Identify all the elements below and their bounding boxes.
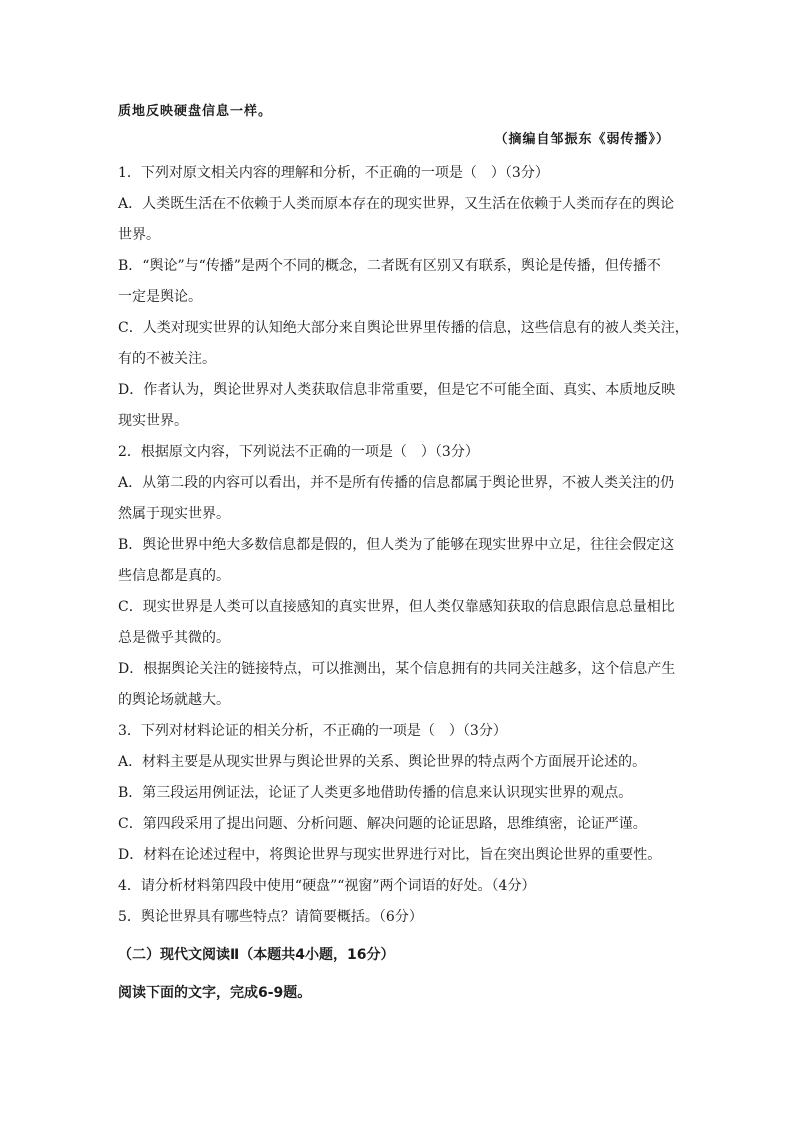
question-2-option-b: B．舆论世界中绝大多数信息都是假的，但人类为了能够在现实世界中立足，往往会假定这 xyxy=(118,537,675,553)
question-1-option-d: D．作者认为，舆论世界对人类获取信息非常重要，但是它不可能全面、真实、本质地反映 xyxy=(118,382,676,398)
question-1-option-b-cont: 一定是舆论。 xyxy=(118,289,202,305)
question-2-option-d: D．根据舆论关注的链接特点，可以推测出，某个信息拥有的共同关注越多，这个信息产生 xyxy=(118,661,676,677)
question-3-stem: 3．下列对材料论证的相关分析，不正确的一项是（ ）（3分） xyxy=(118,723,507,739)
reading-task: 阅读下面的文字，完成6-9题。 xyxy=(118,985,312,1001)
question-1-option-d-cont: 现实世界。 xyxy=(118,413,188,429)
question-2-option-c-cont: 总是微乎其微的。 xyxy=(118,630,230,646)
question-3-option-a: A．材料主要是从现实世界与舆论世界的关系、舆论世界的特点两个方面展开论述的。 xyxy=(118,754,647,770)
question-2-option-a: A．从第二段的内容可以看出，并不是所有传播的信息都属于舆论世界，不被人类关注的仍 xyxy=(118,475,675,491)
question-1-stem: 1．下列对原文相关内容的理解和分析，不正确的一项是（ ）（3分） xyxy=(118,165,549,181)
question-3-option-d: D．材料在论述过程中，将舆论世界与现实世界进行对比，旨在突出舆论世界的重要性。 xyxy=(118,847,662,863)
question-5: 5．舆论世界具有哪些特点？请简要概括。（6分） xyxy=(118,909,423,925)
question-1-option-c: C．人类对现实世界的认知绝大部分来自舆论世界里传播的信息，这些信息有的被人类关注， xyxy=(118,320,689,336)
intro-text: 质地反映硬盘信息一样。 xyxy=(118,104,273,119)
question-1-option-a-cont: 世界。 xyxy=(118,227,160,243)
question-1-option-c-cont: 有的不被关注。 xyxy=(118,351,216,367)
question-1-option-b: B．“舆论”与“传播”是两个不同的概念，二者既有区别又有联系，舆论是传播，但传播不 xyxy=(118,258,661,274)
source-citation: （摘编自邹振东《弱传播》） xyxy=(494,132,670,147)
question-3-option-c: C．第四段采用了提出问题、分析问题、解决问题的论证思路，思维缜密，论证严谨。 xyxy=(118,816,647,832)
question-2-option-b-cont: 些信息都是真的。 xyxy=(118,568,230,584)
question-list xyxy=(118,158,689,933)
question-3-option-b: B．第三段运用例证法，论证了人类更多地借助传播的信息来认识现实世界的观点。 xyxy=(118,785,633,801)
question-2-option-c: C．现实世界是人类可以直接感知的真实世界，但人类仅靠感知获取的信息跟信息总量相比 xyxy=(118,599,675,615)
section-heading: （二）现代文阅读Ⅱ（本题共4小题，16分） xyxy=(118,947,395,963)
document-page xyxy=(118,98,689,1007)
question-4: 4．请分析材料第四段中使用“硬盘”“视窗”两个词语的好处。（4分） xyxy=(118,878,536,894)
question-2-option-d-cont: 的舆论场就越大。 xyxy=(118,692,230,708)
question-1-option-a: A．人类既生活在不依赖于人类而原本存在的现实世界，又生活在依赖于人类而存在的舆论 xyxy=(118,196,675,212)
question-2-option-a-cont: 然属于现实世界。 xyxy=(118,506,230,522)
question-2-stem: 2．根据原文内容，下列说法不正确的一项是（ ）（3分） xyxy=(118,444,479,460)
